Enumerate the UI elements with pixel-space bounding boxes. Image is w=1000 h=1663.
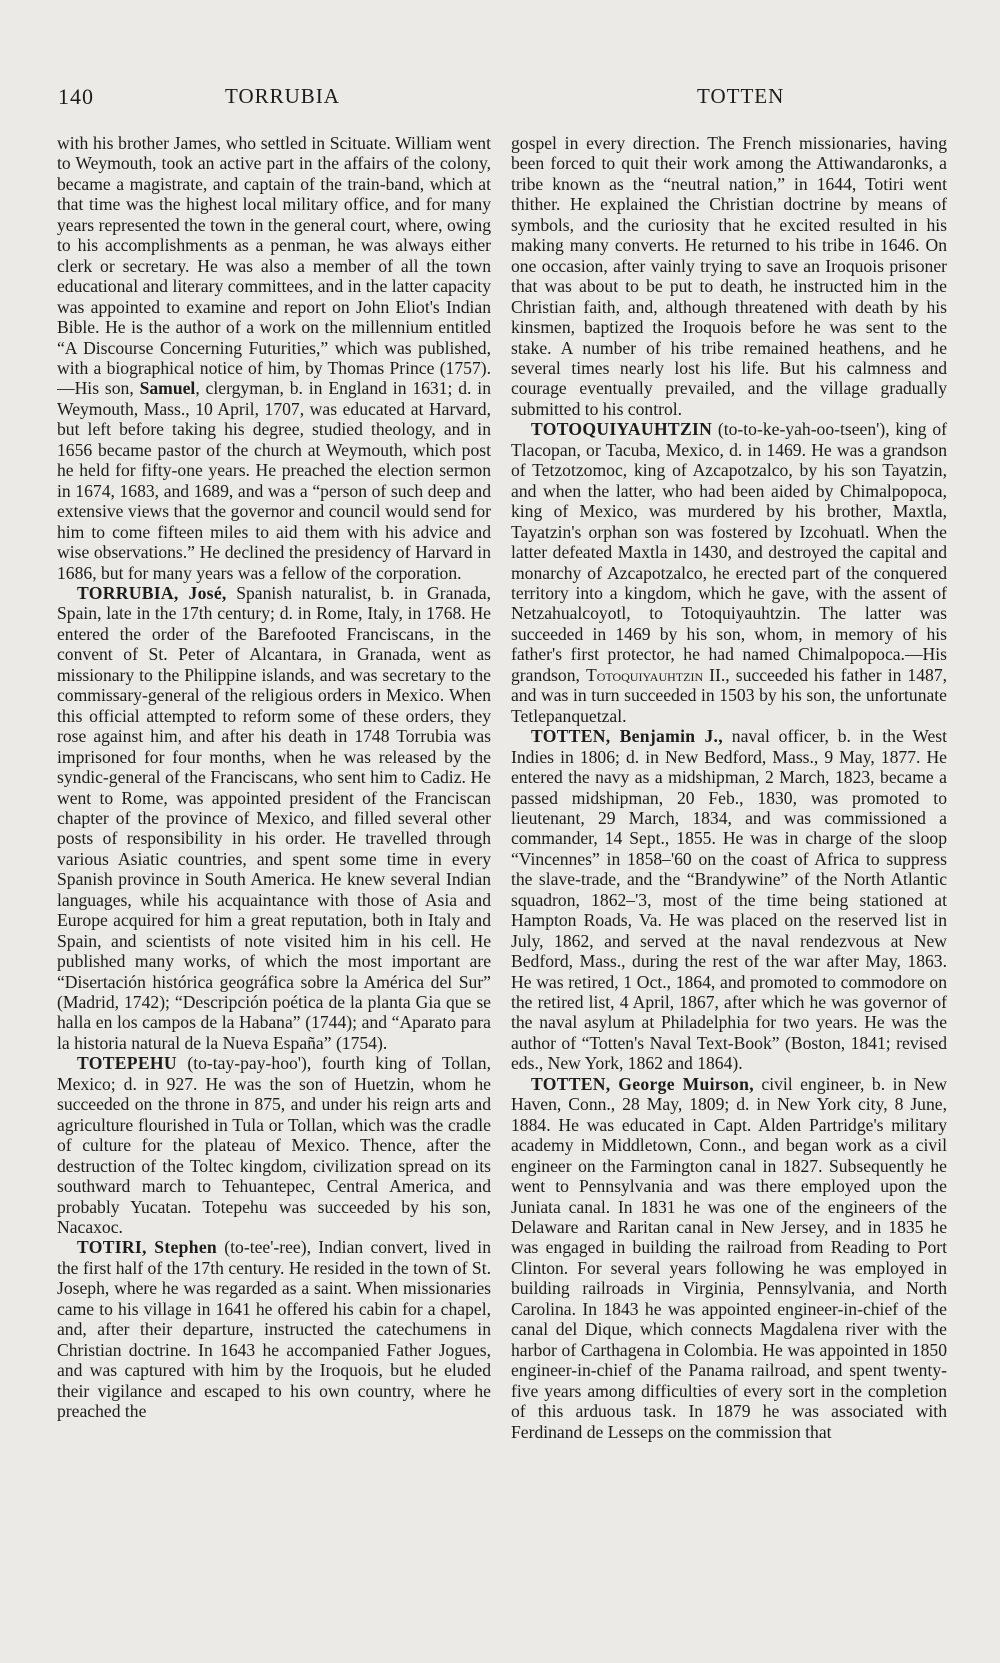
- entry-totiri: TOTIRI, Stephen (to-tee'-ree), Indian convert, lived in the first half of the 17th century. He resided in the town of St. Joseph, where he was regarded as a saint. When missionaries came to his village in 1641 he offered his cabin for a chapel, and, after their departure, instructed the catechumens in Christian doctrine. In 1643 he accompanied Father Jogues, and was captured with him by the Iroquois, but he eluded their vigilance and escaped to his own country, where he preached the: [57, 1237, 491, 1422]
- running-head-left: TORRUBIA: [225, 84, 340, 108]
- entry-totoquiyauhtzin: TOTOQUIYAUHTZIN (to-to-ke-yah-oo-tseen'), king of Tlacopan, or Tacuba, Mexico, d. in 1469. He was a grandson of Tetzotzomoc, king of Azcapotzalco, by his son Tayatzin, and when the latter, who had been aided by Chimalpopoca, king of Mexico, was murdered by his brother, Maxtla, Tayatzin's orphan son was fostered by Izcohuatl. When the latter defeated Maxtla in 1430, and destroyed the capital and monarchy of Azcapotzalco, he erected part of the conquered territory into a kingdom, which he gave, with the assent of Netzahualcoyotl, to Totoquiyauhtzin. The latter was succeeded in 1469 by his son, whom, in memory of his father's first protector, he had named Chimalpopoca.—His grandson, Totoquiyauhtzin II., succeeded his father in 1487, and was in turn succeeded in 1503 by his son, the unfortunate Tetlepanquetzal.: [511, 419, 947, 726]
- entry-subname: Samuel: [139, 378, 196, 399]
- running-head-right: TOTTEN: [697, 84, 785, 108]
- entry-title: TOTEPEHU: [77, 1053, 177, 1074]
- entry-title: TOTTEN, Benjamin J.,: [531, 726, 723, 747]
- entry-title: TORRUBIA, José,: [77, 582, 227, 603]
- entry-totten-benjamin: TOTTEN, Benjamin J., naval officer, b. in the West Indies in 1806; d. in New Bedford, Mass., 9 May, 1877. He entered the navy as a midshipman, 2 March, 1823, became a passed midshipman, 20 Feb., 1830, was promoted to lieutenant, 29 March, 1834, and was commissioned a commander, 14 Sept., 1855. He was in charge of the sloop “Vincennes” in 1858–'60 on the coast of Africa to suppress the slave-trade, and the “Brandywine” of the North Atlantic squadron, 1862–'3, most of the time being stationed at Hampton Roads, Va. He was placed on the reserved list in July, 1862, and served at the naval rendezvous at New Bedford, Mass., during the rest of the war after May, 1863. He was retired, 1 Oct., 1864, and promoted to commodore on the retired list, 4 April, 1867, after which he was governor of the naval asylum at Philadelphia for two years. He was the author of “Totten's Naval Text-Book” (Boston, 1841; revised eds., New York, 1862 and 1864).: [511, 726, 947, 1074]
- entry-title: TOTTEN, George Muirson,: [531, 1073, 754, 1094]
- page-number: 140: [58, 84, 94, 109]
- paragraph-continuation: gospel in every direction. The French missionaries, having been forced to quit their work among the Attiwandaronks, a tribe known as the “neutral nation,” in 1644, Totiri went thither. He explained the Christian doctrine by means of symbols, and the curiosity that he excited resulted in his making many converts. He returned to his tribe in 1646. On one occasion, after vainly trying to save an Iroquois prisoner that was about to be put to death, he instructed him in the Christian faith, and, although threatened with death by his kinsmen, baptized the Iroquois before he was sent to the stake. A number of his tribe remained heathens, and he several times nearly lost his life. But his calmness and courage eventually prevailed, and the village gradually submitted to his control.: [511, 133, 947, 419]
- entry-title: TOTIRI, Stephen: [77, 1237, 218, 1258]
- entry-totepehu: TOTEPEHU (to-tay-pay-hoo'), fourth king of Tollan, Mexico; d. in 927. He was the son of Huetzin, whom he succeeded on the throne in 875, and under his reign arts and agriculture flourished in Tula or Tollan, which was the cradle of culture for the plateau of Mexico. Thence, after the destruction of the Toltec kingdom, civilization spread on its southward march to Tehuantepec, Central America, and probably Yucatan. Totepehu was succeeded by his son, Nacaxoc.: [57, 1053, 491, 1238]
- entry-totten-george: TOTTEN, George Muirson, civil engineer, b. in New Haven, Conn., 28 May, 1809; d. in New York city, 8 June, 1884. He was educated in Capt. Alden Partridge's military academy in Middletown, Conn., and began work as a civil engineer on the Farmington canal in 1827. Subsequently he went to Pennsylvania and was there employed upon the Juniata canal. In 1831 he was one of the engineers of the Delaware and Raritan canal in New Jersey, and in 1835 he was engaged in building the railroad from Reading to Port Clinton. For several years following he was employed in building railroads in Virginia, Pennsylvania, and North Carolina. In 1843 he was appointed engineer-in-chief of the canal del Dique, which connects Magdalena river with the harbor of Carthagena in Colombia. He was appointed in 1850 engineer-in-chief of the Panama railroad, and spent twenty-five years among difficulties of every sort in the completion of this arduous task. In 1879 he was associated with Ferdinand de Lesseps on the commission that: [511, 1073, 947, 1442]
- entry-torrubia: TORRUBIA, José, Spanish naturalist, b. in Granada, Spain, late in the 17th century; d. in Rome, Italy, in 1768. He entered the order of the Barefooted Franciscans, in the convent of St. Peter of Alcantara, in Granada, went as missionary to the Philippine islands, and was secretary to the commissary-general of the religious orders in Mexico. When this official attempted to reform some of these orders, they rose against him, and after his death in 1748 Torrubia was imprisoned for four months, when he was released by the syndic-general of the Franciscans, who sent him to Cadiz. He went to Rome, was appointed president of the Franciscan chapter of the province of Mexico, and filled several other posts of responsibility in his order. He travelled through various Asiatic countries, and spent some time in every Spanish province in South America. He knew several Indian languages, while his acquaintance with those of Asia and Europe acquired for him a great reputation, both in Italy and Spain, and scientists of note visited him in his cell. He published many works, of which the most important are “Disertación histórica geográfica sobre la América del Sur” (Madrid, 1742); “Descripción poética de la planta Gia que se halla en los campos de la Habana” (1744); and “Aparato para la historia natural de la Nueva España” (1754).: [57, 582, 491, 1053]
- left-column: [57, 133, 491, 1648]
- paragraph-continuation: with his brother James, who settled in Scituate. William went to Weymouth, took an active part in the affairs of the colony, became a magistrate, and captain of the train-band, which at that time was the highest local military office, and for many years represented the town in the general court, where, owing to his accomplishments as a penman, he was always either clerk or secretary. He was also a member of all the town educational and literary committees, and in the latter capacity was appointed to examine and report on John Eliot's Indian Bible. He is the author of a work on the millennium entitled “A Discourse Concerning Futurities,” which was published, with a biographical notice of him, by Thomas Prince (1757).—His son, Samuel, clergyman, b. in England in 1631; d. in Weymouth, Mass., 10 April, 1707, was educated at Harvard, but left before taking his degree, studied theology, and in 1656 became pastor of the church at Weymouth, which post he held for fifty-one years. He preached the election sermon in 1674, 1683, and 1689, and was a “person of such deep and extensive views that the governor and council would send for him to come fifteen miles to aid them with his advice and wise observations.” He declined the presidency of Harvard in 1686, but for many years was a fellow of the corporation.: [57, 133, 491, 583]
- entry-title: TOTOQUIYAUHTZIN: [531, 419, 713, 440]
- small-caps-name: Totoquiyauhtzin: [585, 664, 704, 685]
- right-column: [511, 133, 947, 1648]
